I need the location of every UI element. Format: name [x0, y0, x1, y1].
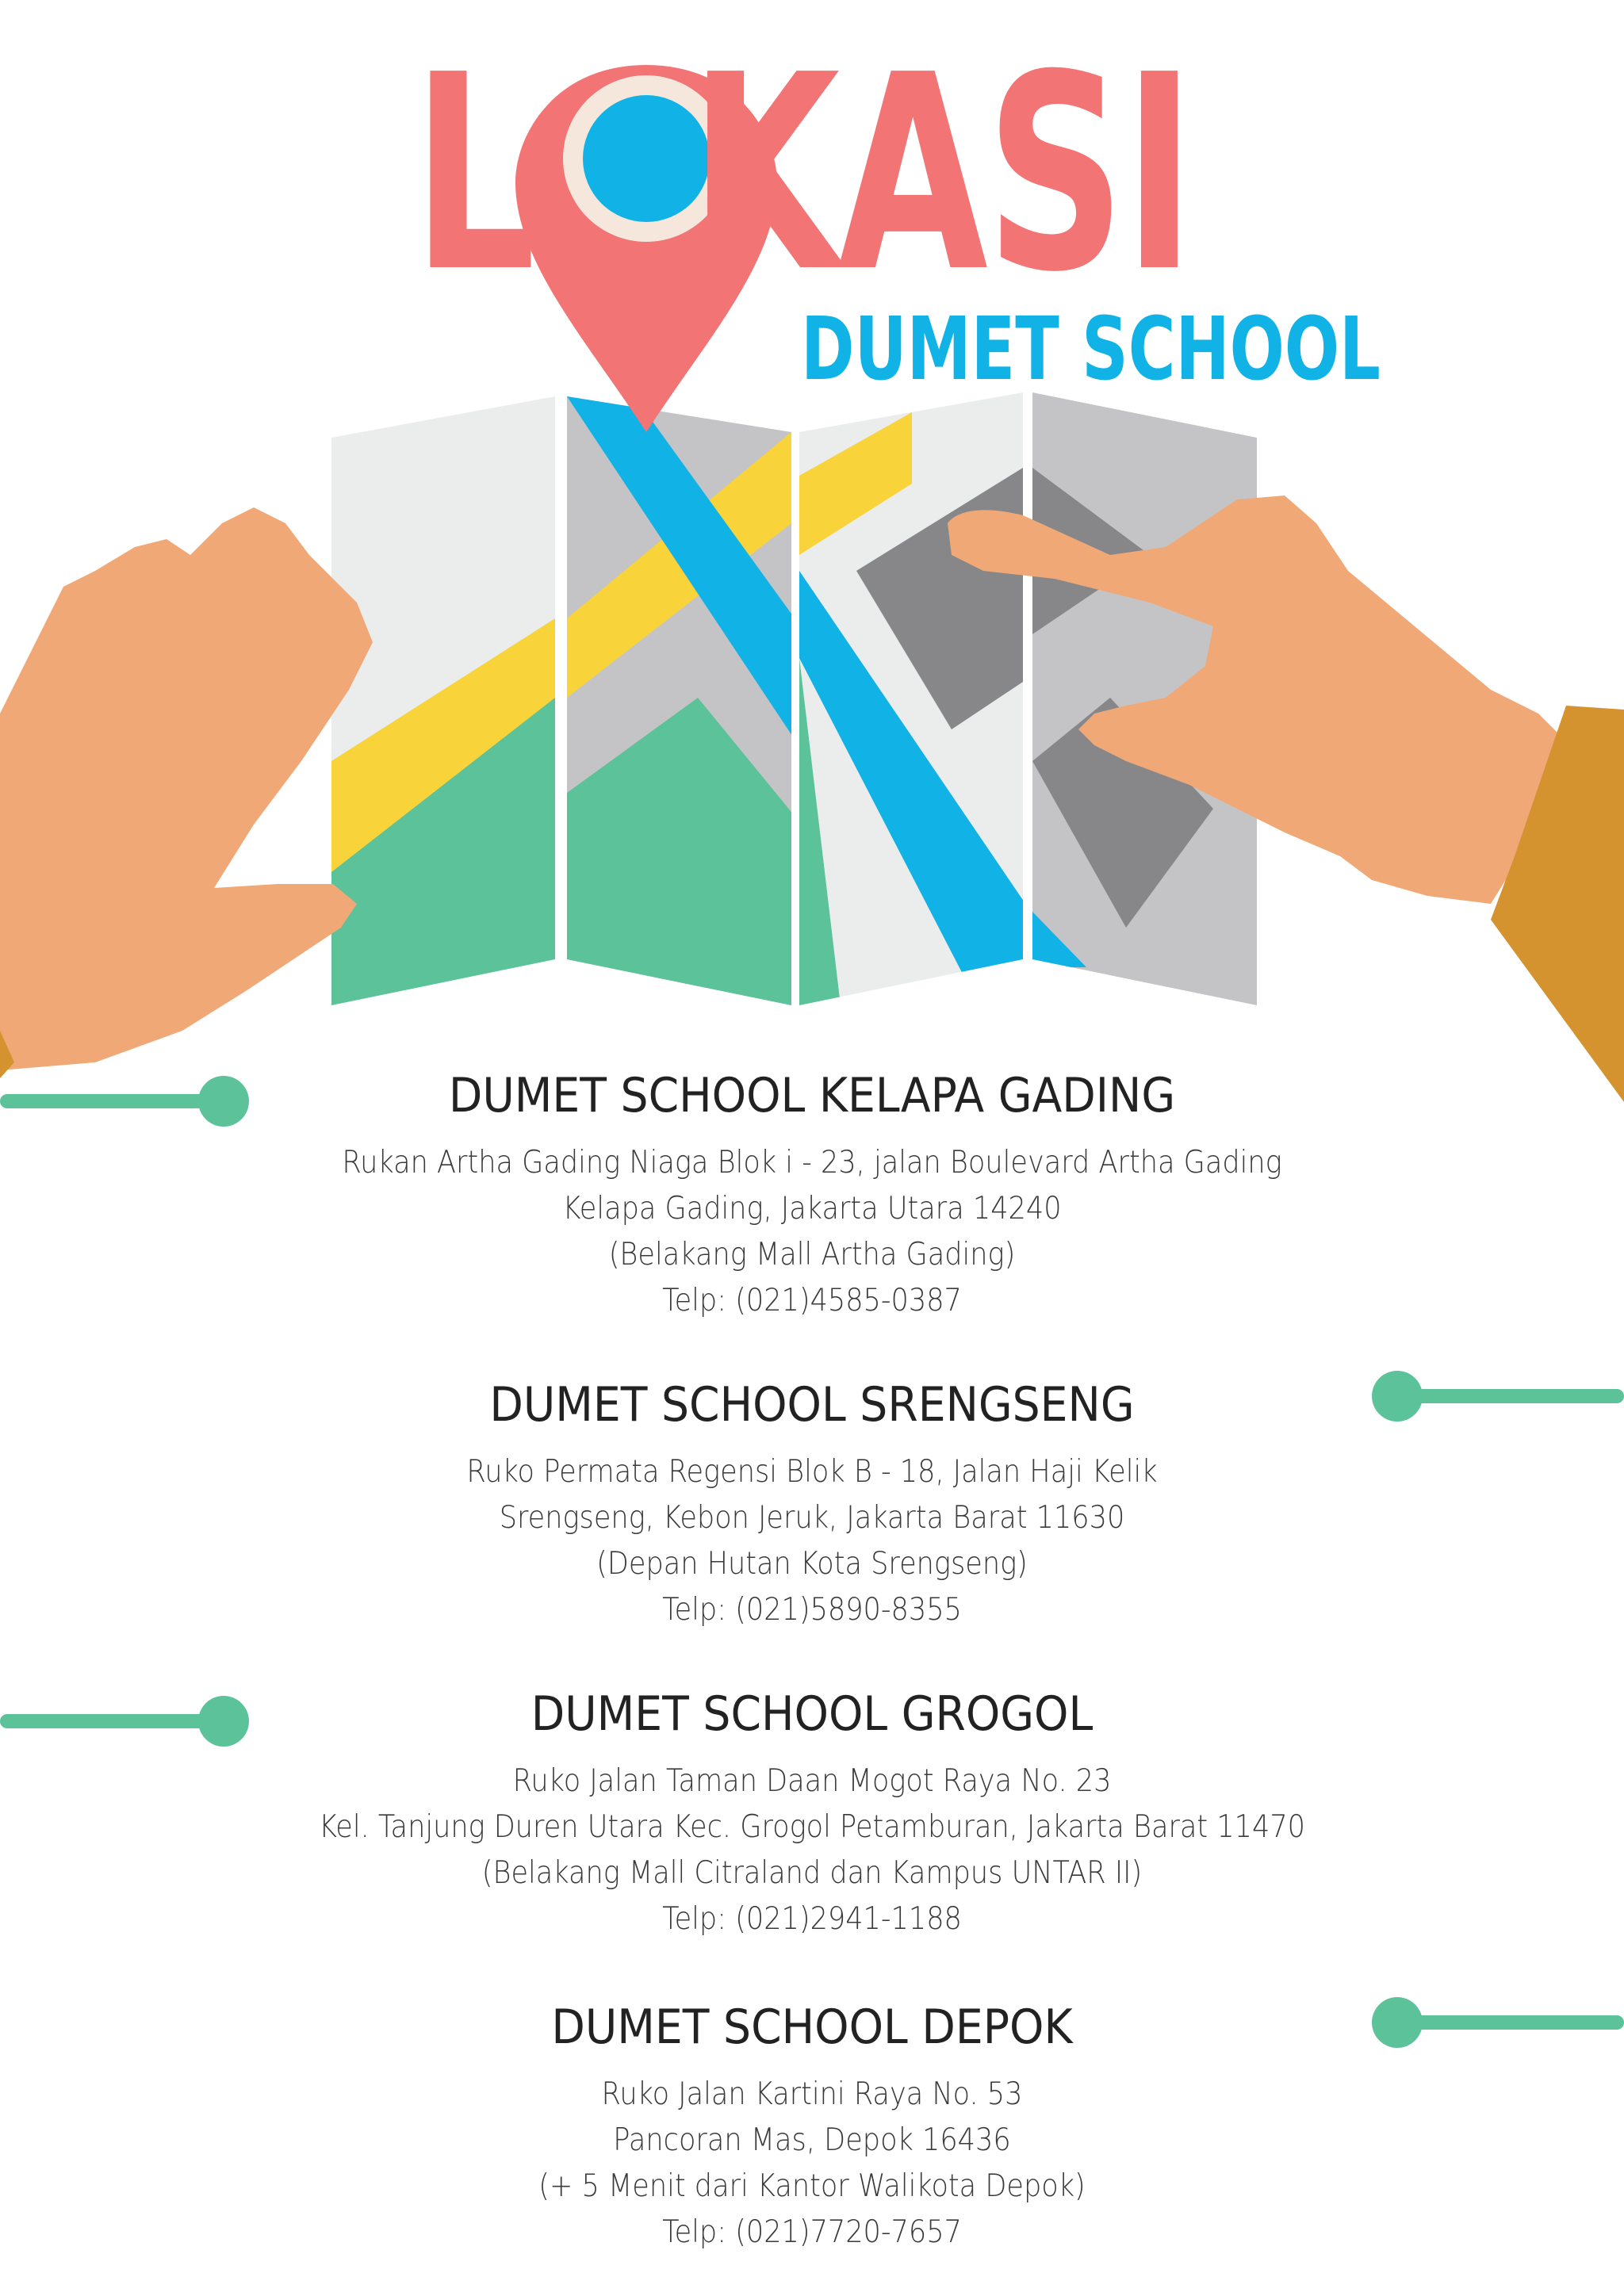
address-line-1: Ruko Jalan Kartini Raya No. 53: [601, 2076, 1023, 2112]
phone-number: Telp: (021)5890-8355: [662, 1592, 962, 1628]
location-grogol: [217, 1681, 1407, 1942]
location-name: DUMET SCHOOL DEPOK: [551, 1999, 1073, 2055]
map-panel-3: [799, 392, 1031, 1005]
title-suffix: KASI: [689, 17, 1193, 331]
connector-line-4: [1372, 1997, 1624, 2048]
location-details: [277, 1140, 1347, 1324]
address-note: (Belakang Mall Artha Gading): [608, 1237, 1016, 1272]
location-depok: [217, 1994, 1407, 2256]
address-line-2: Kel. Tanjung Duren Utara Kec. Grogol Petamburan, Jakarta Barat 11470: [319, 1809, 1305, 1845]
page-title: [412, 17, 1193, 331]
location-details: [277, 1449, 1347, 1633]
address-line-2: Kelapa Gading, Jakarta Utara 14240: [562, 1191, 1062, 1226]
location-details: [277, 2072, 1347, 2256]
location-name: DUMET SCHOOL GROGOL: [530, 1686, 1094, 1742]
connector-line-1: [0, 1076, 249, 1127]
phone-number: Telp: (021)7720-7657: [662, 2214, 962, 2250]
address-line-1: Rukan Artha Gading Niaga Blok i - 23, jalan Boulevard Artha Gading: [342, 1145, 1282, 1181]
connector-line-2: [1372, 1371, 1624, 1422]
address-line-2: Pancoran Mas, Depok 16436: [613, 2122, 1011, 2158]
page-subtitle: DUMET SCHOOL: [801, 298, 1381, 400]
title-o-placeholder: [527, 17, 689, 331]
address-note: (+ 5 Menit dari Kantor Walikota Depok): [538, 2168, 1086, 2204]
map-panel-1: [331, 396, 555, 1031]
address-line-2: Srengseng, Kebon Jeruk, Jakarta Barat 11630: [499, 1500, 1125, 1536]
phone-number: Telp: (021)2941-1188: [662, 1901, 962, 1937]
address-line-1: Ruko Permata Regensi Blok B - 18, Jalan Haji Kelik: [466, 1454, 1158, 1490]
location-kelapa-gading: [217, 1062, 1407, 1324]
address-line-1: Ruko Jalan Taman Daan Mogot Raya No. 23: [512, 1763, 1112, 1799]
title-prefix: L: [412, 17, 527, 331]
address-note: (Depan Hutan Kota Srengseng): [596, 1546, 1028, 1582]
address-note: (Belakang Mall Citraland dan Kampus UNTAR II): [481, 1855, 1143, 1891]
location-name: DUMET SCHOOL SRENGSENG: [489, 1377, 1135, 1433]
connector-line-3: [0, 1696, 249, 1747]
location-details: [277, 1758, 1347, 1942]
location-srengseng: [217, 1372, 1407, 1633]
location-name: DUMET SCHOOL KELAPA GADING: [448, 1068, 1176, 1123]
phone-number: Telp: (021)4585-0387: [662, 1283, 962, 1318]
left-hand-illustration: [0, 507, 373, 1078]
